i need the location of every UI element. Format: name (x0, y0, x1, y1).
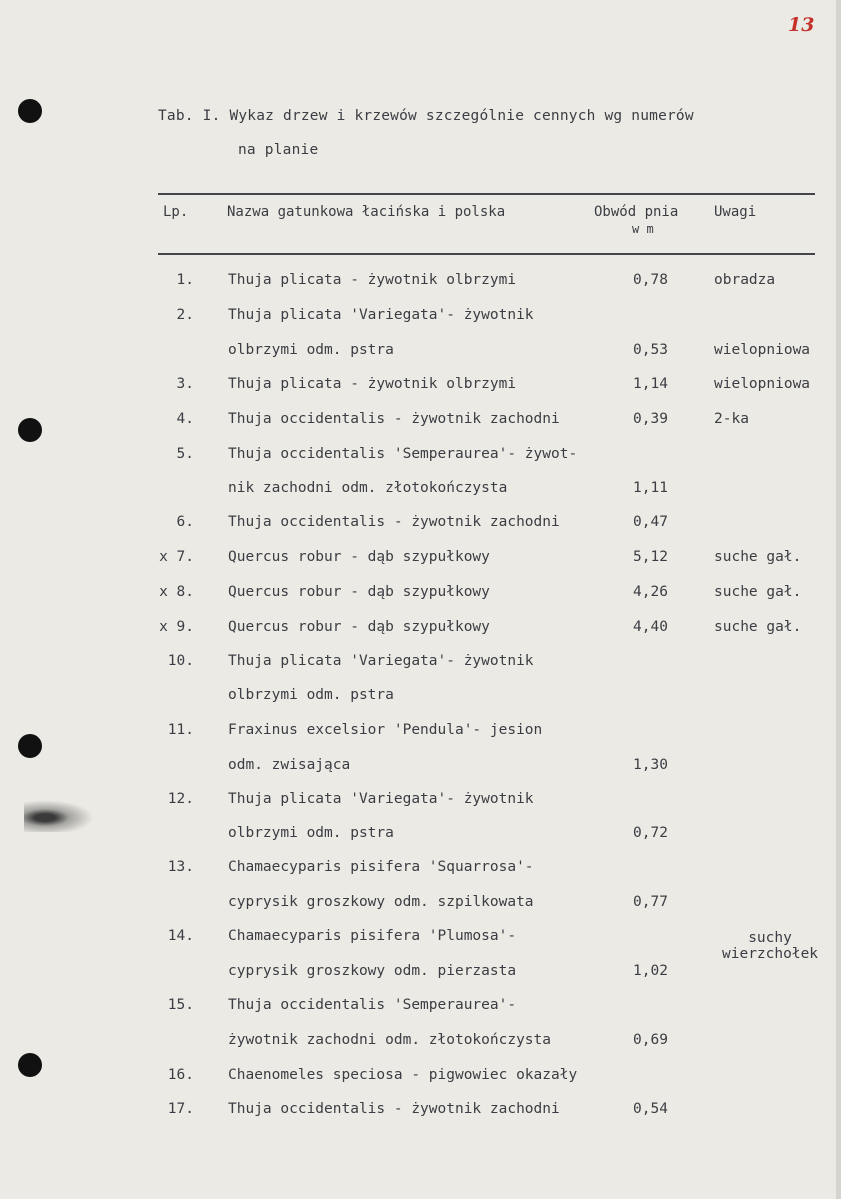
row-lp: x 7. (159, 549, 194, 565)
table-row (0, 619, 841, 641)
table-row (0, 894, 841, 916)
row-notes: suche gał. (714, 584, 802, 600)
table-row (0, 1101, 841, 1123)
row-name: cyprysik groszkowy odm. pierzasta (228, 963, 517, 979)
title-line-2: na planie (238, 142, 319, 158)
table-top-rule (158, 193, 815, 195)
row-name: cyprysik groszkowy odm. szpilkowata (228, 894, 534, 910)
punch-hole (18, 99, 42, 123)
row-girth: 0,47 (633, 514, 668, 530)
row-girth: 0,72 (633, 825, 668, 841)
row-girth: 1,11 (633, 480, 668, 496)
row-girth: 0,53 (633, 342, 668, 358)
row-name: Quercus robur - dąb szypułkowy (228, 549, 490, 565)
table-row (0, 687, 841, 709)
row-14-note (722, 930, 818, 962)
table-row (0, 1067, 841, 1089)
row-notes: suche gał. (714, 619, 802, 635)
row-name: Fraxinus excelsior 'Pendula'- jesion (228, 722, 543, 738)
row-girth: 4,26 (633, 584, 668, 600)
row-name: Thuja plicata 'Variegata'- żywotnik (228, 653, 534, 669)
row-name: Thuja occidentalis 'Semperaurea'- żywot- (228, 446, 578, 462)
row-name: Thuja plicata 'Variegata'- żywotnik (228, 307, 534, 323)
row-lp: 11. (167, 722, 194, 738)
row-14-note-line-1: suchy (748, 930, 792, 946)
header-lp: Lp. (163, 204, 189, 220)
row-lp: 17. (167, 1101, 194, 1117)
header-girth-line-2: w m (632, 222, 654, 236)
table-row (0, 272, 841, 294)
header-girth (594, 204, 678, 238)
table-row (0, 514, 841, 536)
row-girth: 4,40 (633, 619, 668, 635)
row-girth: 0,54 (633, 1101, 668, 1117)
table-row (0, 722, 841, 744)
row-name: Thuja occidentalis - żywotnik zachodni (228, 514, 560, 530)
table-row (0, 307, 841, 329)
row-lp: 1. (176, 272, 194, 288)
row-name: olbrzymi odm. pstra (228, 825, 394, 841)
table-row (0, 411, 841, 433)
row-girth: 0,39 (633, 411, 668, 427)
row-girth: 5,12 (633, 549, 668, 565)
table-row (0, 376, 841, 398)
row-girth: 1,02 (633, 963, 668, 979)
row-name: Quercus robur - dąb szypułkowy (228, 619, 490, 635)
header-name: Nazwa gatunkowa łacińska i polska (227, 204, 506, 220)
row-notes: suche gał. (714, 549, 802, 565)
header-notes: Uwagi (714, 204, 757, 220)
row-lp: 15. (167, 997, 194, 1013)
row-notes: wielopniowa (714, 376, 811, 392)
row-name: Chaenomeles speciosa - pigwowiec okazały (228, 1067, 578, 1083)
row-name: Thuja plicata 'Variegata'- żywotnik (228, 791, 534, 807)
row-name: Thuja occidentalis - żywotnik zachodni (228, 1101, 560, 1117)
row-lp: x 8. (159, 584, 194, 600)
row-lp: 14. (167, 928, 194, 944)
row-name: Thuja plicata - żywotnik olbrzymi (228, 272, 517, 288)
row-lp: 5. (176, 446, 194, 462)
table-row (0, 342, 841, 364)
row-name: Thuja occidentalis 'Semperaurea'- (228, 997, 517, 1013)
header-bottom-rule (158, 253, 815, 255)
row-girth: 0,78 (633, 272, 668, 288)
row-girth: 1,14 (633, 376, 668, 392)
table-row (0, 549, 841, 571)
row-lp: 10. (167, 653, 194, 669)
table-title (158, 108, 694, 158)
row-14-note-line-2: wierzchołek (722, 946, 819, 962)
table-row (0, 446, 841, 468)
table-row (0, 480, 841, 502)
row-girth: 0,69 (633, 1032, 668, 1048)
row-lp: 16. (167, 1067, 194, 1083)
row-name: Chamaecyparis pisifera 'Plumosa'- (228, 928, 517, 944)
row-lp: 3. (176, 376, 194, 392)
table-row (0, 825, 841, 847)
row-lp: 6. (176, 514, 194, 530)
row-name: Quercus robur - dąb szypułkowy (228, 584, 490, 600)
row-lp: x 9. (159, 619, 194, 635)
row-name: Thuja plicata - żywotnik olbrzymi (228, 376, 517, 392)
row-girth: 1,30 (633, 757, 668, 773)
table-row (0, 928, 841, 950)
row-name: Chamaecyparis pisifera 'Squarrosa'- (228, 859, 534, 875)
row-girth: 0,77 (633, 894, 668, 910)
row-lp: 4. (176, 411, 194, 427)
row-lp: 13. (167, 859, 194, 875)
row-lp: 12. (167, 791, 194, 807)
row-lp: 2. (176, 307, 194, 323)
title-line-1: Tab. I. Wykaz drzew i krzewów szczególnie cennych wg numerów (158, 108, 694, 124)
table-row (0, 584, 841, 606)
page-number: 13 (788, 14, 815, 36)
row-notes: 2-ka (714, 411, 749, 427)
table-row (0, 859, 841, 881)
table-row (0, 997, 841, 1019)
row-name: olbrzymi odm. pstra (228, 342, 394, 358)
table-row (0, 1032, 841, 1054)
row-name: odm. zwisająca (228, 757, 351, 773)
row-name: Thuja occidentalis - żywotnik zachodni (228, 411, 560, 427)
table-row (0, 963, 841, 985)
row-name: żywotnik zachodni odm. złotokończysta (228, 1032, 552, 1048)
row-notes: obradza (714, 272, 776, 288)
table-row (0, 757, 841, 779)
header-girth-line-1: Obwód pnia (594, 204, 679, 220)
row-name: olbrzymi odm. pstra (228, 687, 394, 703)
table-row (0, 653, 841, 675)
row-name: nik zachodni odm. złotokończysta (228, 480, 508, 496)
row-notes: wielopniowa (714, 342, 811, 358)
table-row (0, 791, 841, 813)
